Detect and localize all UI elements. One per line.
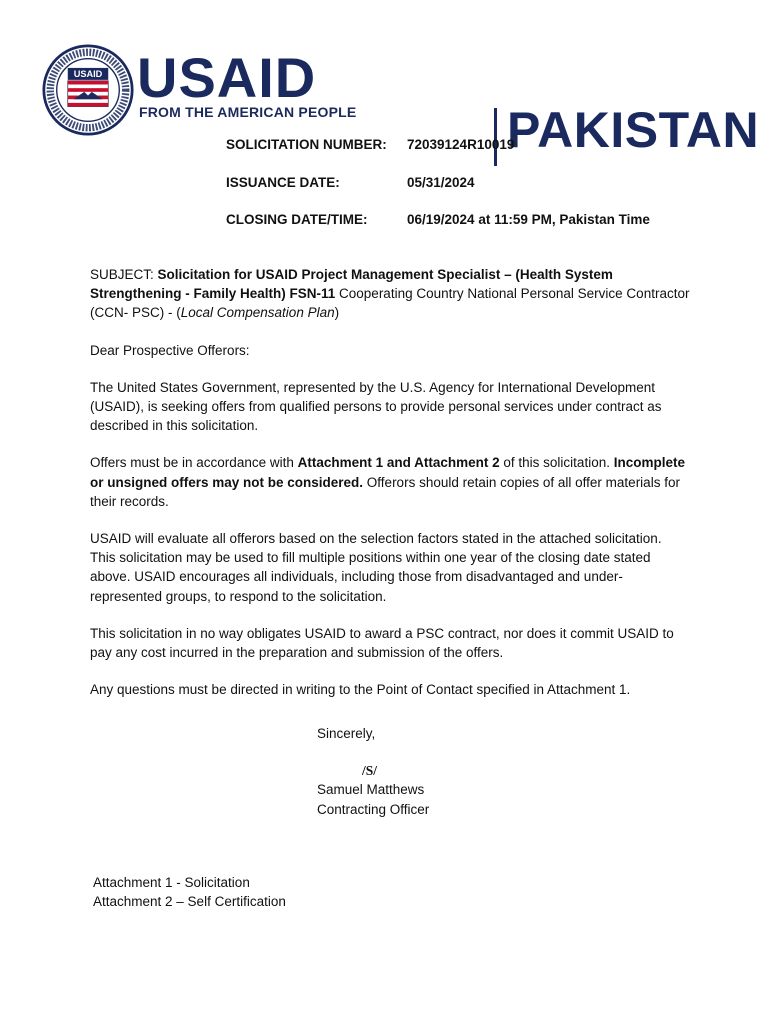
paragraph-4: This solicitation in no way obligates USAID to award a PSC contract, nor does it commit USAID to pay any cost incurred in the preparation and submission of the offers. [90,625,674,661]
signature-block [317,724,429,819]
p2-text: of this solicitation. [499,455,614,471]
svg-text:USAID: USAID [73,69,103,80]
meta-value: 72039124R10019 [407,137,515,152]
paragraph-5: Any questions must be directed in writing to the Point of Contact specified in Attachment 1. [90,682,631,698]
p2-text: Offerors should retain copies of all offer materials for their records. [90,474,680,509]
usaid-seal-logo [42,44,134,136]
signer-title: Contracting Officer [317,801,430,817]
attachment-item: Attachment 1 - Solicitation [93,875,250,890]
closing: Sincerely, [317,726,376,741]
subject-title: Solicitation for USAID Project Management Specialist – (Health System Strengthening - Family Health) FSN-11 [90,267,613,302]
meta-label: ISSUANCE DATE: [226,174,340,190]
subject-close: ) [334,305,340,321]
subject-rest: Cooperating Country National Personal Service Contractor (CCN- PSC) - ( [90,286,690,321]
p2-warning: Incomplete or unsigned offers may not be considered. [90,455,685,490]
meta-value: 06/19/2024 at 11:59 PM, Pakistan Time [407,212,650,227]
paragraph-1: The United States Government, represented by the U.S. Agency for International Development (USAID), is seeking offers from qualified persons to provide personal services under contract as described in this solicitation. [90,379,662,434]
signer-name: Samuel Matthews [317,782,425,798]
subject-prefix: SUBJECT: [90,267,158,282]
meta-label: SOLICITATION NUMBER: [226,137,387,152]
brand-country: PAKISTAN [507,102,760,158]
attachment-item: Attachment 2 – Self Certification [93,894,286,910]
usaid-wordmark: USAID [137,46,317,109]
meta-value: 05/31/2024 [407,174,475,190]
paragraph-3: USAID will evaluate all offerors based on the selection factors stated in the attached solicitation. This solicitation may be used to fill multiple positions within one year of the closing date stated above. USAID encourages all individuals, including those from disadvantaged and under-represented groups, to respond to the solicitation. [90,531,662,604]
meta-label: CLOSING DATE/TIME: [226,212,368,227]
brand-tagline: FROM THE AMERICAN PEOPLE [139,104,357,120]
paragraph-2 [90,453,690,511]
p2-text: Offers must be in accordance with [90,455,298,471]
subject-line [90,265,690,323]
letter-body [90,265,690,717]
salutation: Dear Prospective Offerors: [90,342,250,358]
signature-mark: /S/ [362,763,378,779]
attachment-list [93,873,286,911]
subject-italic: Local Compensation Plan [180,305,335,321]
p2-attachments: Attachment 1 and Attachment 2 [297,455,500,471]
